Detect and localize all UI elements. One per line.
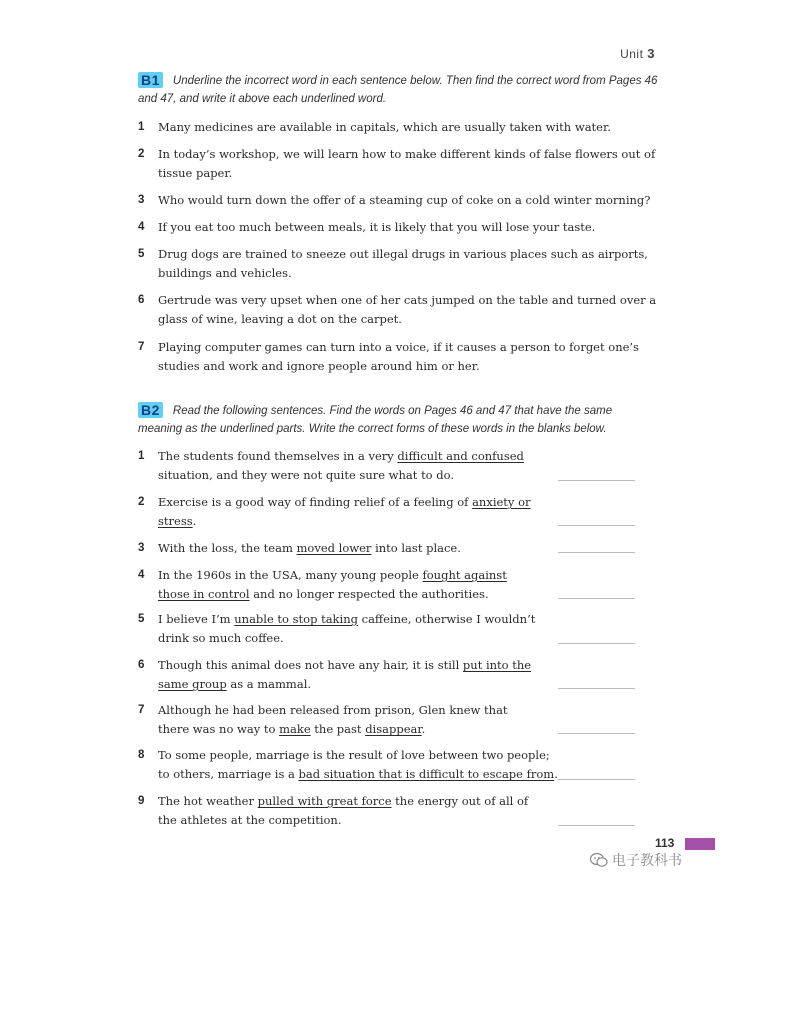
b1-instruction-text: Underline the incorrect word in each sentence below. Then find the correct word from Pages 46 and 47, and write it above each underlined word.: [138, 75, 658, 105]
page-number: 113: [655, 836, 675, 850]
item-number: 5: [138, 613, 145, 625]
answer-blank-1[interactable]: [558, 480, 635, 481]
item-text: Who would turn down the offer of a steaming cup of coke on a cold winter morning?: [158, 193, 651, 207]
b2-item-3: [138, 539, 658, 558]
item-text: In the 1960s in the USA, many young people: [158, 568, 423, 582]
unit-label: Unit: [620, 47, 644, 61]
item-number: 4: [138, 221, 145, 233]
item-text: .: [554, 767, 558, 781]
b2-badge: B2: [138, 402, 163, 418]
item-number: 4: [138, 569, 145, 581]
b2-instruction-text: Read the following sentences. Find the words on Pages 46 and 47 that have the same meaning as the underlined parts. Write the correct forms of these words in the blanks below.: [138, 405, 613, 435]
item-text: To some people, marriage is the result of love between two people; to others, marriage is a: [158, 748, 550, 781]
answer-blank-5[interactable]: [558, 643, 635, 644]
unit-header: [620, 46, 655, 61]
item-text: caffeine, otherwise I wouldn’t drink so much coffee.: [158, 612, 536, 645]
item-number: 5: [138, 248, 145, 260]
underlined-phrase: moved lower: [296, 541, 372, 555]
item-text: Drug dogs are trained to sneeze out illegal drugs in various places such as airports, buildings and vehicles.: [158, 247, 648, 280]
item-text: The hot weather: [158, 794, 258, 808]
item-text: the energy out of all of the athletes at the competition.: [158, 794, 529, 827]
item-text: Exercise is a good way of finding relief of a feeling of: [158, 495, 473, 509]
underlined-phrase: fought against those in control: [158, 568, 507, 601]
item-number: 2: [138, 496, 145, 508]
item-text: Many medicines are available in capitals, which are usually taken with water.: [158, 120, 611, 134]
answer-blank-4[interactable]: [558, 598, 635, 599]
page-accent-bar: [685, 838, 715, 850]
b1-item-4: [138, 218, 658, 237]
underlined-phrase: disappear: [365, 722, 422, 736]
item-text: Playing computer games can turn into a voice, if it causes a person to forget one’s studies and work and ignore people around him or her.: [158, 340, 639, 373]
b1-item-5: [138, 245, 658, 283]
item-text: If you eat too much between meals, it is likely that you will lose your taste.: [158, 220, 596, 234]
item-number: 7: [138, 704, 145, 716]
item-text: as a mammal.: [226, 677, 312, 691]
item-number: 9: [138, 795, 145, 807]
b2-instruction: [138, 402, 658, 438]
answer-blank-2[interactable]: [558, 525, 635, 526]
item-number: 6: [138, 659, 145, 671]
item-text: situation, and they were not quite sure what to do.: [158, 468, 455, 482]
underlined-phrase: unable to stop taking: [234, 612, 358, 626]
item-text: into last place.: [371, 541, 461, 555]
item-text: Although he had been released from prison, Glen knew that there was no way to: [158, 703, 508, 736]
b1-item-3: [138, 191, 658, 210]
item-text: I believe I’m: [158, 612, 235, 626]
unit-number: 3: [647, 46, 655, 61]
item-number: 1: [138, 450, 145, 462]
underlined-phrase: make: [279, 722, 311, 736]
item-text: .: [421, 722, 426, 736]
item-text: With the loss, the team: [158, 541, 297, 555]
b1-item-2: [138, 145, 658, 183]
underlined-phrase: bad situation that is difficult to escape from: [298, 767, 555, 781]
watermark-text: 电子教科书: [612, 853, 682, 869]
item-number: 6: [138, 294, 145, 306]
answer-blank-9[interactable]: [558, 825, 635, 826]
answer-blank-7[interactable]: [558, 733, 635, 734]
b1-badge: B1: [138, 72, 163, 88]
item-number: 3: [138, 194, 145, 206]
b1-instruction: [138, 72, 658, 108]
item-text: .: [192, 514, 197, 528]
underlined-phrase: difficult and confused: [397, 449, 524, 463]
wechat-icon: [590, 852, 608, 872]
answer-blank-3[interactable]: [558, 552, 635, 553]
underlined-phrase: pulled with great force: [257, 794, 392, 808]
item-text: the past: [310, 722, 366, 736]
item-number: 8: [138, 749, 145, 761]
item-number: 3: [138, 542, 145, 554]
item-text: In today’s workshop, we will learn how to make different kinds of false flowers out of tissue paper.: [158, 147, 656, 180]
b1-item-7: [138, 338, 658, 376]
item-number: 2: [138, 148, 145, 160]
answer-blank-6[interactable]: [558, 688, 635, 689]
b1-item-1: [138, 118, 658, 137]
item-text: and no longer respected the authorities.: [249, 587, 489, 601]
underlined-phrase: anxiety or stress: [158, 495, 531, 528]
watermark: [590, 850, 682, 872]
b1-item-6: [138, 291, 658, 329]
item-text: The students found themselves in a very: [158, 449, 398, 463]
underlined-phrase: put into the same group: [158, 658, 532, 691]
item-text: Though this animal does not have any hair, it is still: [158, 658, 463, 672]
item-text: Gertrude was very upset when one of her cats jumped on the table and turned over a glass of wine, leaving a dot on the carpet.: [158, 293, 657, 326]
item-number: 1: [138, 121, 145, 133]
item-number: 7: [138, 341, 145, 353]
answer-blank-8[interactable]: [558, 779, 635, 780]
